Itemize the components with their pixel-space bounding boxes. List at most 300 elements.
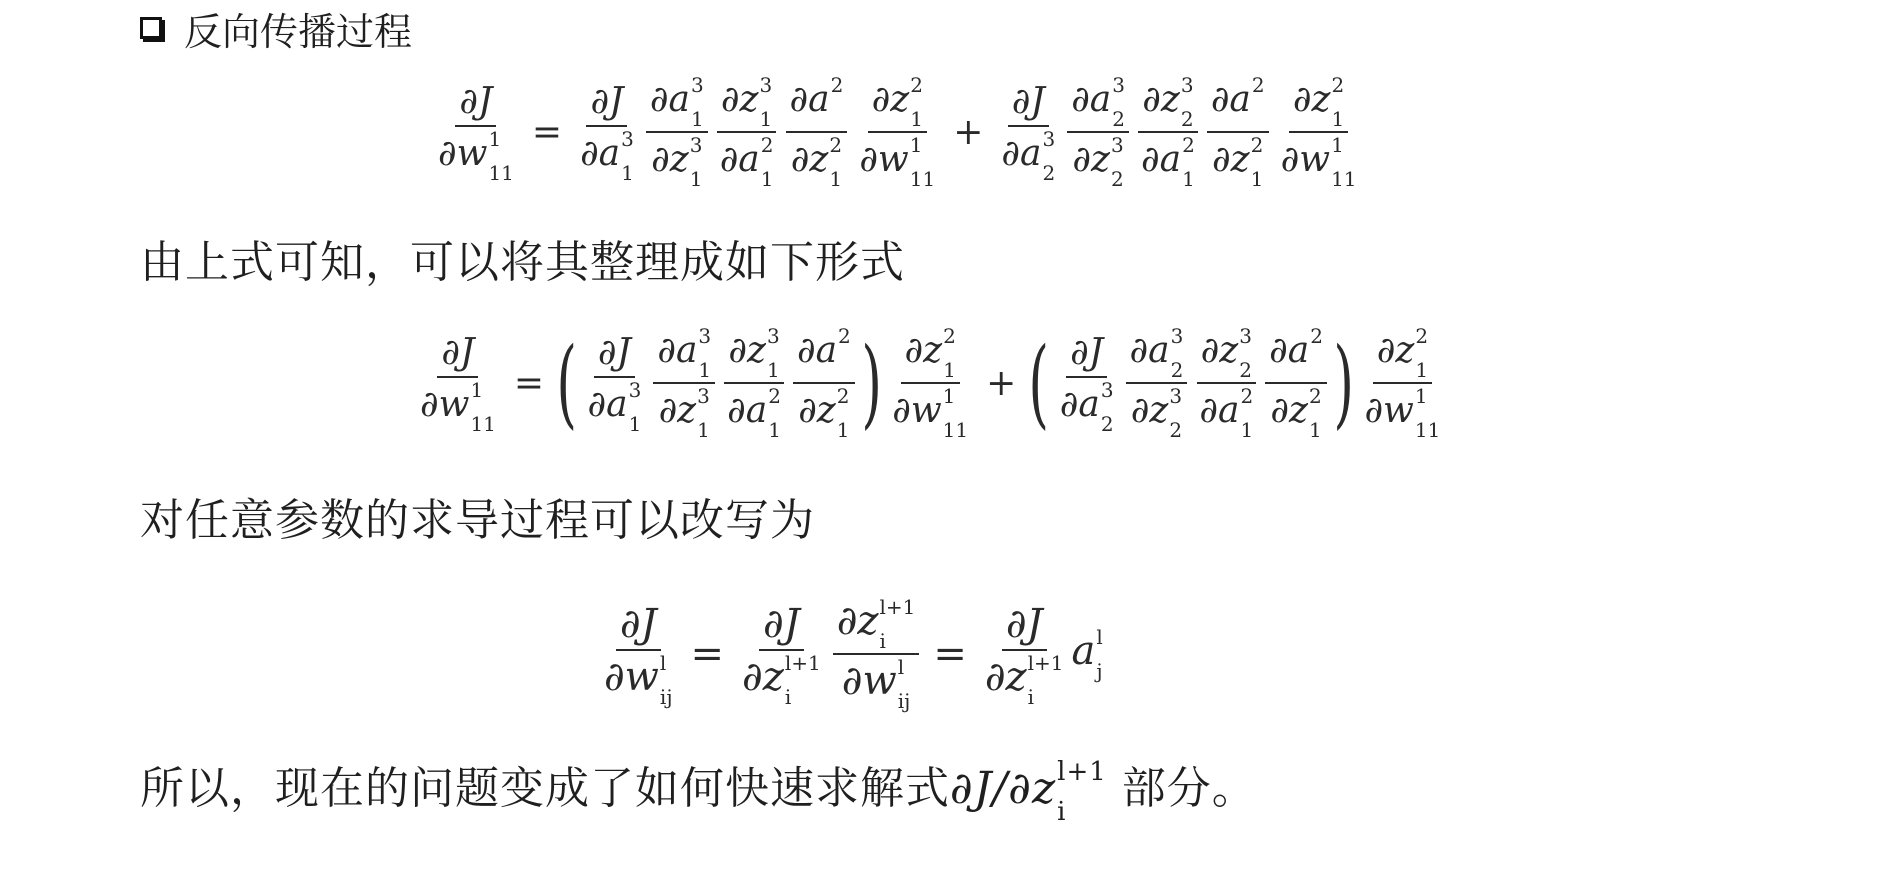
eq1-b-frac-1-den: [997, 127, 1059, 183]
eq2-b-frac-4-denom-sup: 2: [1309, 384, 1322, 408]
eq1-b-frac-3-denom: [1141, 133, 1195, 191]
eq1-b-frac-3-numer-sup: 3: [1180, 73, 1194, 97]
eq2-a-frac-2-denom-base: ∂z: [658, 390, 697, 431]
eq1-a-frac-4: [786, 75, 848, 189]
eq2-a-frac-1: [584, 332, 646, 436]
eq1-b-frac-3-num: [1138, 75, 1197, 133]
eq1-b-frac-5-numer-sup: 2: [1331, 73, 1345, 97]
eq2-b-frac-2-num: [1126, 326, 1188, 384]
eq1-b-frac-1-denom-scripts: [1042, 126, 1056, 185]
eq2-a-frac-1-num: [594, 332, 635, 377]
eq1-a-frac-4-denom-sup: 2: [829, 133, 843, 157]
eq1-a-frac-2-denom-scripts: [690, 135, 703, 189]
eq2-b-frac-3-numer-scripts: [1239, 326, 1252, 380]
lhs-fraction: [434, 81, 518, 185]
eq1-b-frac-4-denom-sup: 2: [1250, 133, 1264, 157]
eq1-b-frac-5: [1277, 75, 1361, 189]
paragraph-3: [140, 752, 1257, 825]
eq2-b-frac-4-numer: [1269, 324, 1323, 371]
eq1-a-frac-2-numer-scripts: [691, 75, 704, 129]
eq1-b-frac-3-numer-base: ∂z: [1142, 79, 1180, 120]
lhs-fraction-num: [455, 81, 496, 126]
eq2-a-frac-5-denom: [892, 384, 969, 442]
eq2-a-frac-5-numer-sub: 1: [943, 358, 956, 382]
eq1-b-frac-4: [1207, 75, 1269, 189]
eq3-t1-denom-sup: l+1: [784, 651, 821, 675]
eq1-a-frac-2-num: [646, 75, 708, 133]
eq1-a-frac-2-den: [647, 133, 706, 189]
lhs-denom-sub: 11: [470, 411, 496, 436]
left-paren: (: [556, 327, 578, 439]
equation-2: [412, 318, 1448, 448]
eq2-a-frac-3-denom-base: ∂a: [727, 390, 768, 431]
lhs-numer-base: ∂J: [441, 332, 475, 374]
eq1-a-frac-2-numer: [649, 73, 704, 131]
eq2-b-frac-2-numer-sub: 2: [1170, 358, 1184, 382]
eq2-a-frac-3-numer: [728, 324, 780, 382]
eq1-a-frac-3-denom: [719, 133, 774, 191]
lhs-numer: [459, 81, 492, 122]
eq2-a-frac-5-numer-scripts: [943, 326, 956, 380]
eq1-b-frac-2-numer: [1071, 73, 1125, 131]
eq1-a-frac-2-denom-base: ∂z: [651, 139, 689, 180]
eq1-a-frac-5-numer: [871, 73, 923, 131]
eq1-b-frac-4-numer-base: ∂a: [1210, 79, 1251, 120]
eq2-b-frac-1-numer: [1070, 332, 1103, 373]
eq2-a-frac-1-denom-base: ∂a: [587, 383, 628, 425]
eq3-t2-numer-scripts: [879, 597, 915, 651]
eq2-a-frac-3-denom-sub: 1: [768, 418, 781, 442]
eq1-a-frac-4-denom-scripts: [829, 135, 842, 189]
eq1-a-frac-2-denom-sub: 1: [689, 167, 703, 191]
eq1-a-frac-1-denom: [580, 126, 634, 185]
eq1-a-frac-4-den: [787, 133, 846, 189]
eq3-t1-numer-base: ∂J: [763, 601, 800, 647]
eq2-b-frac-5-denom-base: ∂w: [1364, 390, 1414, 431]
eq2-a-frac-4: [793, 326, 855, 440]
eq2-b-frac-4-numer-sup: 2: [1310, 324, 1323, 348]
eq3-rhs-variable-sub: j: [1096, 659, 1103, 683]
eq3-lhs-denom: [604, 651, 673, 709]
eq1-b-frac-1: [997, 81, 1059, 185]
eq1-a-frac-1-num: [586, 81, 627, 126]
eq1-a-frac-3-numer-sub: 1: [759, 107, 773, 131]
eq2-b-frac-4-den: [1266, 384, 1325, 440]
eq2-b-frac-1-denom: [1059, 377, 1114, 436]
eq2-b-frac-3-denom-sub: 1: [1240, 418, 1254, 442]
eq2-b-frac-1: [1056, 332, 1118, 436]
lhs-denom: [420, 377, 496, 436]
eq2-a-frac-2-denom-sup: 3: [697, 384, 710, 408]
eq1-b-frac-4-denom-base: ∂z: [1212, 139, 1250, 180]
inline-expr-sub: i: [1057, 796, 1067, 827]
paragraph-2: 对任意参数的求导过程可以改写为: [140, 495, 815, 546]
eq1-b-frac-3-denom-scripts: [1182, 135, 1195, 189]
eq3-t1-denom: [742, 651, 821, 709]
eq2-a-frac-5-numer-base: ∂z: [904, 330, 943, 371]
eq1-b-frac-3-denom-sup: 2: [1182, 133, 1195, 157]
eq2-b-frac-1-denom-base: ∂a: [1059, 383, 1100, 425]
eq1-a-frac-4-numer: [789, 73, 844, 120]
eq1-b-frac-1-numer-base: ∂J: [1011, 81, 1045, 123]
eq2-a-frac-2-denom: [658, 384, 710, 442]
eq1-b-frac-3-numer-sub: 2: [1180, 107, 1194, 131]
eq2-b-frac-5-num: [1373, 326, 1432, 384]
equation-1: [430, 72, 1365, 192]
eq2-a-frac-5-denom-sub: 11: [942, 418, 969, 442]
eq2-a-frac-5-denom-sup: 1: [942, 384, 956, 408]
eq1-a-frac-3-denom-base: ∂a: [719, 139, 760, 180]
eq1-b-frac-4-numer: [1210, 73, 1265, 120]
eq1-b-frac-4-den: [1208, 133, 1267, 189]
eq1-b-frac-4-numer-sub: [1252, 109, 1265, 129]
paragraph-3-tail: 部分。: [1106, 763, 1257, 814]
eq1-a-frac-2-numer-base: ∂a: [649, 79, 690, 120]
eq2-b-frac-4-denom-scripts: [1309, 386, 1322, 440]
eq3-rhs-denom-scripts: [1028, 653, 1064, 707]
eq2-b-frac-2-den: [1127, 384, 1186, 440]
eq1-a-frac-4-denom: [790, 133, 843, 191]
eq2-a-frac-2-num: [653, 326, 715, 384]
eq3-t2-denom-sup: l: [897, 655, 905, 679]
eq1-b-frac-4-numer-sup: 2: [1251, 73, 1265, 97]
eq2-a-frac-2-numer: [657, 324, 712, 382]
eq1-a-frac-2-numer-sup: 3: [690, 73, 704, 97]
eq2-a-frac-3: [723, 326, 785, 440]
eq2-b-frac-2-denom-scripts: [1169, 386, 1182, 440]
eq2-a-frac-5-num: [901, 326, 960, 384]
eq1-a-frac-3-numer: [720, 73, 773, 131]
eq1-b-frac-2-denom-scripts: [1111, 135, 1124, 189]
eq1-b-frac-5-numer-sub: 1: [1331, 107, 1345, 131]
eq3-rhs-variable-scripts: [1096, 627, 1102, 681]
eq2-b-frac-4: [1265, 326, 1327, 440]
eq1-a-frac-5-denom-base: ∂w: [859, 139, 909, 180]
plus-sign: +: [986, 362, 1017, 404]
eq1-a-frac-5-denom-sup: 1: [909, 133, 923, 157]
eq3-lhs-denom-sup: l: [659, 651, 667, 675]
eq2-a-frac-4-numer-sub: [838, 360, 851, 380]
lhs-denom-scripts: [488, 126, 514, 185]
eq2-b-frac-3-numer-sub: 2: [1239, 358, 1252, 382]
eq2-b-frac-1-denom-sup: 3: [1100, 377, 1114, 402]
eq1-b-frac-4-num: [1207, 75, 1269, 133]
paragraph-3-text: 所以，现在的问题变成了如何快速求解式: [140, 763, 950, 814]
eq2-b-frac-2-denom-sub: 2: [1169, 418, 1183, 442]
eq2-b-frac-2-denom: [1130, 384, 1183, 442]
eq2-b-frac-2-numer: [1129, 324, 1184, 382]
eq2-b-frac-3-numer: [1200, 324, 1252, 382]
equation-3: [596, 584, 1103, 724]
eq1-b-frac-4-denom-scripts: [1251, 135, 1264, 189]
eq1-b-frac-2: [1067, 75, 1129, 189]
eq1-a-frac-1-denom-base: ∂a: [580, 132, 621, 174]
eq2-a-frac-1-denom-scripts: [628, 377, 642, 436]
eq2-a-frac-4-denom-sup: 2: [836, 384, 850, 408]
eq2-b-frac-2-numer-sup: 3: [1170, 324, 1184, 348]
eq2-b-frac-4-denom-sub: 1: [1309, 418, 1322, 442]
eq3-rhs-denom-sup: l+1: [1027, 651, 1064, 675]
eq1-a-frac-3-num: [717, 75, 776, 133]
eq2-a-frac-5-numer-sup: 2: [943, 324, 956, 348]
eq1-a-frac-2-numer-sub: 1: [690, 107, 704, 131]
eq2-b-frac-2-numer-base: ∂a: [1129, 330, 1170, 371]
eq3-term2-fraction-den: [838, 655, 915, 711]
eq2-b-frac-3-denom-sup: 2: [1240, 384, 1254, 408]
eq1-a-frac-2-denom: [651, 133, 703, 191]
eq2-a-frac-3-numer-sup: 3: [766, 324, 780, 348]
eq2-a-frac-2-numer-base: ∂a: [657, 330, 698, 371]
eq1-a-frac-3-numer-base: ∂z: [720, 79, 759, 120]
eq1-b-frac-5-denom-sup: 1: [1331, 133, 1344, 157]
eq2-a-frac-4-denom-sub: 1: [836, 418, 850, 442]
eq2-b-frac-5-den: [1360, 384, 1444, 440]
eq1-a-frac-1-denom-sub: 1: [621, 160, 634, 185]
eq1-a-frac-3-numer-sup: 3: [759, 73, 773, 97]
eq1-a-frac-5-denom: [859, 133, 936, 191]
eq2-b-frac-1-den: [1056, 378, 1118, 434]
eq1-a-frac-5-denom-sub: 11: [909, 167, 936, 191]
eq2-b-frac-3-num: [1197, 326, 1256, 384]
eq1-a-frac-4-numer-scripts: [831, 75, 844, 129]
eq2-b-frac-4-numer-scripts: [1310, 326, 1323, 380]
eq1-a-frac-1-denom-sup: 3: [621, 126, 634, 151]
eq1-b-frac-2-num: [1067, 75, 1129, 133]
eq1-b-frac-3-denom-base: ∂a: [1141, 139, 1182, 180]
eq2-a-frac-3-numer-scripts: [767, 326, 780, 380]
eq1-b-frac-5-num: [1289, 75, 1348, 133]
eq1-a-frac-3-denom-sup: 2: [760, 133, 774, 157]
eq3-t2-denom: [841, 655, 911, 713]
eq1-b-frac-5-denom-base: ∂w: [1280, 139, 1331, 180]
eq2-a-frac-3-numer-base: ∂z: [728, 330, 766, 371]
lhs-numer-base: ∂J: [459, 81, 493, 123]
eq1-b-frac-3-numer-scripts: [1181, 75, 1194, 129]
eq1-a-frac-4-denom-base: ∂z: [790, 139, 829, 180]
eq2-b-frac-5-denom-scripts: [1415, 386, 1440, 440]
eq1-a-frac-4-num: [786, 75, 848, 133]
eq2-a-frac-2-numer-sup: 3: [698, 324, 712, 348]
eq1-b-frac-4-denom: [1212, 133, 1264, 191]
eq1-a-frac-5-numer-sub: 1: [910, 107, 923, 131]
eq1-a-frac-4-numer-base: ∂a: [789, 79, 830, 120]
eq3-t1-denom-base: ∂z: [742, 654, 784, 700]
equals-sign: =: [690, 631, 725, 677]
eq2-a-frac-4-numer-scripts: [838, 326, 851, 380]
lhs-fraction: [416, 332, 500, 436]
eq2-a-frac-2-den: [655, 384, 714, 440]
eq2-b-frac-5-denom-sub: 11: [1414, 418, 1441, 442]
eq2-b-frac-5-denom-sup: 1: [1414, 384, 1428, 408]
eq1-b-frac-2-numer-sup: 3: [1112, 73, 1125, 97]
eq2-b-frac-3: [1195, 326, 1257, 440]
eq2-a-frac-4-numer-base: ∂a: [796, 330, 838, 371]
lhs-fraction-den: [434, 127, 518, 183]
eq1-a-frac-3: [716, 75, 778, 189]
eq1-a-frac-3-den: [716, 133, 778, 189]
eq3-t1-denom-scripts: [785, 653, 821, 707]
eq2-b-frac-1-numer-base: ∂J: [1070, 332, 1104, 374]
lhs-numer: [441, 332, 474, 373]
eq2-a-frac-2-denom-sub: 1: [697, 418, 710, 442]
eq2-a-frac-1-den: [584, 378, 646, 434]
eq2-b-frac-4-numer-base: ∂a: [1269, 330, 1310, 371]
eq1-a-frac-3-denom-scripts: [761, 135, 774, 189]
eq2-b-frac-1-denom-sub: 2: [1100, 411, 1114, 436]
eq2-b-frac-3-denom-base: ∂a: [1199, 390, 1240, 431]
eq1-a-frac-5: [855, 75, 939, 189]
eq1-b-frac-5-den: [1277, 133, 1361, 189]
eq1-a-frac-1-numer: [590, 81, 623, 122]
eq1-b-frac-1-denom-sup: 3: [1042, 126, 1056, 151]
eq1-b-frac-5-denom-sub: 11: [1331, 167, 1357, 191]
eq2-b-frac-5-numer: [1376, 324, 1429, 382]
eq2-b-frac-3-numer-sup: 3: [1239, 324, 1252, 348]
eq2-a-frac-4-denom: [798, 384, 850, 442]
eq1-a-frac-4-denom-sub: 1: [829, 167, 843, 191]
eq1-a-frac-5-num: [868, 75, 927, 133]
equals-sign: =: [933, 631, 967, 677]
eq3-term1-fraction-num: [759, 601, 804, 651]
eq1-b-frac-1-numer: [1012, 81, 1045, 122]
eq2-a-frac-5-numer: [904, 324, 956, 382]
eq2-b-frac-5-numer-sub: 1: [1415, 358, 1429, 382]
eq3-term2-fraction: [833, 597, 920, 711]
eq2-a-frac-5-denom-scripts: [943, 386, 968, 440]
eq3-lhs-denom-base: ∂w: [604, 654, 659, 700]
eq1-a-frac-1: [576, 81, 638, 185]
lhs-denom-sub: 11: [488, 160, 514, 185]
eq1-a-frac-5-numer-base: ∂z: [871, 79, 910, 120]
eq2-a-frac-4-denom-base: ∂z: [798, 390, 836, 431]
eq3-t2-denom-scripts: [898, 657, 911, 711]
eq1-a-frac-3-denom-sub: 1: [760, 167, 774, 191]
eq1-a-frac-5-numer-scripts: [910, 75, 923, 129]
eq3-lhs-numer: [620, 601, 657, 647]
eq1-b-frac-5-denom-scripts: [1331, 135, 1356, 189]
eq2-a-frac-5: [888, 326, 972, 440]
section-heading-text: 反向传播过程: [184, 9, 413, 54]
eq2-a-frac-4-numer-sup: 2: [838, 324, 851, 348]
eq3-lhs-fraction: [600, 601, 677, 707]
eq3-rhs-fraction-num: [1002, 601, 1047, 651]
eq2-b-frac-3-den: [1195, 384, 1257, 440]
eq1-b-frac-2-denom-base: ∂z: [1072, 139, 1111, 180]
lhs-denom-base: ∂w: [420, 383, 470, 425]
eq3-t2-denom-base: ∂w: [841, 658, 897, 704]
eq1-b-frac-1-denom-base: ∂a: [1001, 132, 1042, 174]
eq1-b-frac-2-numer-scripts: [1112, 75, 1125, 129]
eq1-b-frac-4-denom-sub: 1: [1250, 167, 1264, 191]
eq2-b-frac-5-numer-scripts: [1415, 326, 1428, 380]
eq1-b-frac-2-numer-base: ∂a: [1071, 79, 1112, 120]
eq2-a-frac-1-numer-base: ∂J: [597, 332, 631, 374]
eq1-a-frac-1-numer-base: ∂J: [590, 81, 624, 123]
eq3-t2-numer: [836, 595, 916, 653]
inline-derivative-expression: [950, 756, 1107, 827]
eq2-a-frac-3-num: [724, 326, 783, 384]
eq2-a-frac-4-den: [794, 384, 853, 440]
eq2-b-frac-3-denom: [1199, 384, 1254, 442]
eq3-t2-numer-base: ∂z: [836, 598, 879, 644]
inline-expr-base: ∂J/∂z: [950, 763, 1057, 814]
eq1-b-frac-3-den: [1137, 133, 1199, 189]
eq1-b-frac-2-denom: [1072, 133, 1124, 191]
eq3-term1-fraction-den: [738, 651, 825, 707]
eq3-rhs-numer-base: ∂J: [1005, 601, 1043, 647]
paragraph-1: 由上式可知，可以将其整理成如下形式: [140, 237, 905, 288]
plus-sign: +: [953, 111, 984, 153]
eq3-rhs-fraction: [981, 601, 1068, 707]
eq2-a-frac-3-numer-sub: 1: [766, 358, 780, 382]
eq1-b-frac-2-denom-sub: 2: [1111, 167, 1124, 191]
eq2-b-frac-5-numer-sup: 2: [1415, 324, 1429, 348]
eq3-rhs-numer: [1006, 601, 1043, 647]
eq2-a-frac-2-numer-scripts: [698, 326, 711, 380]
eq3-rhs-fraction-den: [981, 651, 1068, 707]
eq2-b-frac-4-denom: [1270, 384, 1322, 442]
eq1-b-frac-3: [1137, 75, 1199, 189]
eq2-b-frac-5-denom: [1364, 384, 1441, 442]
eq1-b-frac-3-numer: [1142, 73, 1194, 131]
eq3-rhs-variable-sup: l: [1096, 625, 1103, 649]
lhs-denom-sup: 1: [488, 126, 502, 151]
lhs-denom-scripts: [470, 377, 496, 436]
eq3-rhs-variable: [1072, 627, 1103, 681]
eq2-b-frac-1-num: [1066, 332, 1107, 377]
eq3-term1-fraction: [738, 601, 825, 707]
lhs-fraction-num: [437, 332, 478, 377]
eq2-a-frac-3-denom-sup: 2: [768, 384, 781, 408]
eq2-b-frac-3-denom-scripts: [1240, 386, 1253, 440]
eq1-a-frac-2-denom-sup: 3: [689, 133, 703, 157]
eq3-t1-numer: [763, 601, 800, 647]
eq2-a-frac-1-denom: [587, 377, 642, 436]
eq1-a-frac-1-den: [576, 127, 638, 183]
eq2-b-frac-5-numer-base: ∂z: [1376, 330, 1415, 371]
eq3-t1-denom-sub: i: [784, 685, 792, 709]
eq3-t2-numer-sup: l+1: [879, 595, 916, 619]
eq1-a-frac-4-numer-sub: [831, 109, 844, 129]
eq2-b-frac-2-denom-sup: 3: [1169, 384, 1183, 408]
equals-sign: =: [513, 362, 545, 404]
eq3-lhs-denom-sub: ij: [659, 685, 673, 709]
eq1-b-frac-1-denom: [1001, 126, 1056, 185]
eq3-t2-numer-sub: i: [879, 629, 886, 653]
eq2-a-frac-4-denom-scripts: [837, 386, 850, 440]
eq3-lhs-numer-base: ∂J: [619, 601, 657, 647]
eq2-a-frac-3-denom: [727, 384, 781, 442]
inline-expr-sup: l+1: [1057, 756, 1107, 787]
eq2-a-frac-2: [653, 326, 715, 440]
section-heading: [140, 2, 412, 54]
eq3-rhs-denom: [984, 651, 1064, 709]
eq1-b-frac-5-denom: [1280, 133, 1357, 191]
eq2-a-frac-4-num: [793, 326, 855, 384]
equals-sign: =: [531, 111, 563, 153]
eq1-b-frac-1-num: [1008, 81, 1049, 126]
eq1-b-frac-1-denom-sub: 2: [1042, 160, 1056, 185]
eq2-a-frac-2-numer-sub: 1: [698, 358, 712, 382]
eq2-b-frac-5: [1360, 326, 1444, 440]
right-paren: ): [1333, 327, 1355, 439]
eq1-b-frac-3-denom-sub: 1: [1182, 167, 1195, 191]
eq1-a-frac-5-den: [855, 133, 939, 189]
eq2-a-frac-5-denom-base: ∂w: [892, 390, 942, 431]
eq1-a-frac-5-numer-sup: 2: [910, 73, 923, 97]
eq3-term2-fraction-num: [833, 597, 920, 655]
eq2-b-frac-1-denom-scripts: [1100, 377, 1114, 436]
